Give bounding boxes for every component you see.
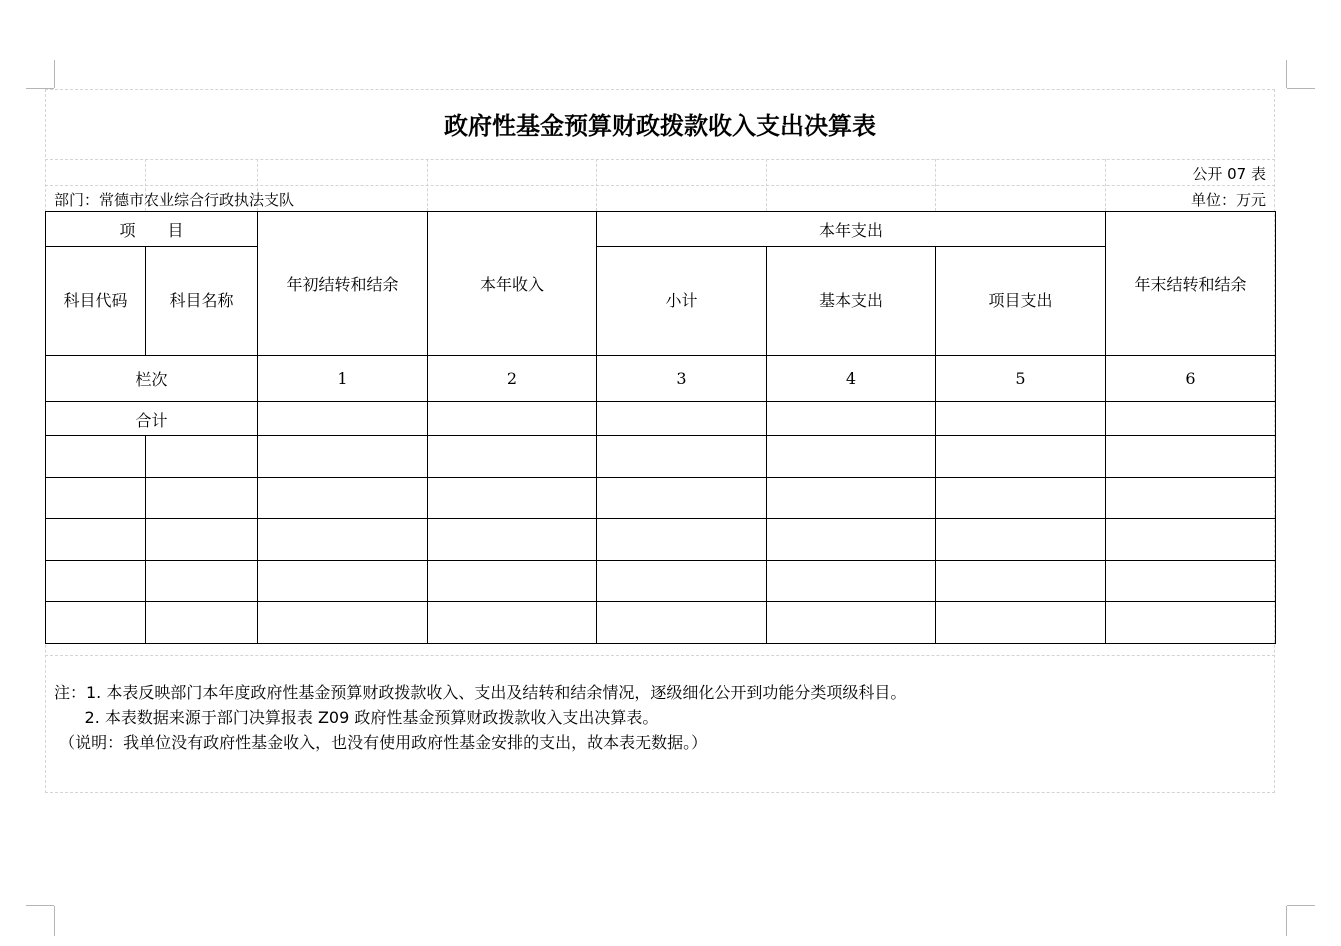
total-label: 合计 bbox=[46, 402, 258, 436]
note-line-2: 2. 本表数据来源于部门决算报表 Z09 政府性基金预算财政拨款收入支出决算表。 bbox=[54, 708, 659, 727]
table-row bbox=[46, 561, 1276, 602]
column-number: 3 bbox=[597, 356, 767, 402]
table-cell bbox=[1106, 519, 1276, 561]
table-cell bbox=[146, 602, 258, 644]
table-cell bbox=[428, 402, 597, 436]
header-project: 项目支出 bbox=[936, 247, 1106, 356]
notes bbox=[54, 680, 906, 755]
table-cell bbox=[258, 402, 428, 436]
unit-label: 单位：万元 bbox=[1190, 191, 1266, 209]
table-cell bbox=[597, 402, 767, 436]
table-cell bbox=[597, 561, 767, 602]
table-cell bbox=[46, 436, 146, 478]
table-cell bbox=[258, 436, 428, 478]
form-number: 公开 07 表 bbox=[1192, 165, 1266, 183]
table-cell bbox=[1106, 478, 1276, 519]
table-cell bbox=[146, 519, 258, 561]
table-cell bbox=[936, 602, 1106, 644]
table-row bbox=[46, 436, 1276, 478]
gridline bbox=[1105, 159, 1106, 211]
table-cell bbox=[767, 519, 936, 561]
table-cell bbox=[428, 436, 597, 478]
table-cell bbox=[428, 602, 597, 644]
column-number: 1 bbox=[258, 356, 428, 402]
gridline bbox=[766, 159, 767, 211]
table-row bbox=[46, 478, 1276, 519]
table-cell bbox=[46, 602, 146, 644]
note-line-1: 注：1. 本表反映部门本年度政府性基金预算财政拨款收入、支出及结转和结余情况，逐级细化公开到功能分类项级科目。 bbox=[54, 683, 907, 702]
table-cell bbox=[428, 519, 597, 561]
header-item: 项 目 bbox=[46, 212, 258, 247]
table-cell bbox=[597, 602, 767, 644]
table-cell bbox=[46, 561, 146, 602]
table-cell bbox=[936, 436, 1106, 478]
crop-mark-bottom-left-v bbox=[54, 906, 55, 936]
total-row bbox=[46, 402, 1276, 436]
table-cell bbox=[258, 561, 428, 602]
table-cell bbox=[767, 561, 936, 602]
table-cell bbox=[146, 561, 258, 602]
table-cell bbox=[1106, 402, 1276, 436]
column-index-label: 栏次 bbox=[46, 356, 258, 402]
column-number: 5 bbox=[936, 356, 1106, 402]
table-cell bbox=[597, 478, 767, 519]
gridline bbox=[45, 159, 1275, 160]
table-cell bbox=[936, 561, 1106, 602]
gridline bbox=[45, 185, 1275, 186]
gridline bbox=[935, 159, 936, 211]
header-expense: 本年支出 bbox=[597, 212, 1106, 247]
crop-mark-bottom-right-v bbox=[1286, 906, 1287, 936]
table-cell bbox=[258, 478, 428, 519]
table-cell bbox=[597, 519, 767, 561]
table-cell bbox=[936, 478, 1106, 519]
gridline bbox=[45, 655, 1275, 656]
table-cell bbox=[767, 436, 936, 478]
crop-mark-bottom-left-h bbox=[26, 905, 54, 906]
crop-mark-top-right-h bbox=[1287, 88, 1315, 89]
budget-table bbox=[45, 211, 1276, 644]
crop-mark-top-left-v bbox=[54, 60, 55, 88]
table-row bbox=[46, 602, 1276, 644]
table-cell bbox=[258, 519, 428, 561]
crop-mark-bottom-right-h bbox=[1287, 905, 1315, 906]
header-basic: 基本支出 bbox=[767, 247, 936, 356]
column-number: 2 bbox=[428, 356, 597, 402]
column-index-row bbox=[46, 356, 1276, 402]
header-end-balance: 年末结转和结余 bbox=[1106, 212, 1276, 356]
document-title: 政府性基金预算财政拨款收入支出决算表 bbox=[444, 111, 876, 140]
note-line-3: （说明：我单位没有政府性基金收入，也没有使用政府性基金安排的支出，故本表无数据。） bbox=[54, 733, 708, 752]
header-name: 科目名称 bbox=[146, 247, 258, 356]
gridline bbox=[427, 159, 428, 211]
table-cell bbox=[767, 602, 936, 644]
header-begin-balance: 年初结转和结余 bbox=[258, 212, 428, 356]
table-cell bbox=[46, 478, 146, 519]
table-cell bbox=[146, 478, 258, 519]
table-cell bbox=[1106, 561, 1276, 602]
header-subtotal: 小计 bbox=[597, 247, 767, 356]
table-cell bbox=[767, 402, 936, 436]
department-label: 部门：常德市农业综合行政执法支队 bbox=[54, 191, 295, 209]
table-cell bbox=[258, 602, 428, 644]
table-cell bbox=[428, 561, 597, 602]
header-code: 科目代码 bbox=[46, 247, 146, 356]
crop-mark-top-right-v bbox=[1286, 60, 1287, 88]
table-cell bbox=[146, 436, 258, 478]
table-cell bbox=[767, 478, 936, 519]
gridline bbox=[596, 159, 597, 211]
column-number: 4 bbox=[767, 356, 936, 402]
table-cell bbox=[936, 519, 1106, 561]
table-cell bbox=[46, 519, 146, 561]
table-cell bbox=[1106, 602, 1276, 644]
table-cell bbox=[936, 402, 1106, 436]
table-row bbox=[46, 519, 1276, 561]
table-cell bbox=[1106, 436, 1276, 478]
table-cell bbox=[597, 436, 767, 478]
table-cell bbox=[428, 478, 597, 519]
column-number: 6 bbox=[1106, 356, 1276, 402]
header-income: 本年收入 bbox=[428, 212, 597, 356]
